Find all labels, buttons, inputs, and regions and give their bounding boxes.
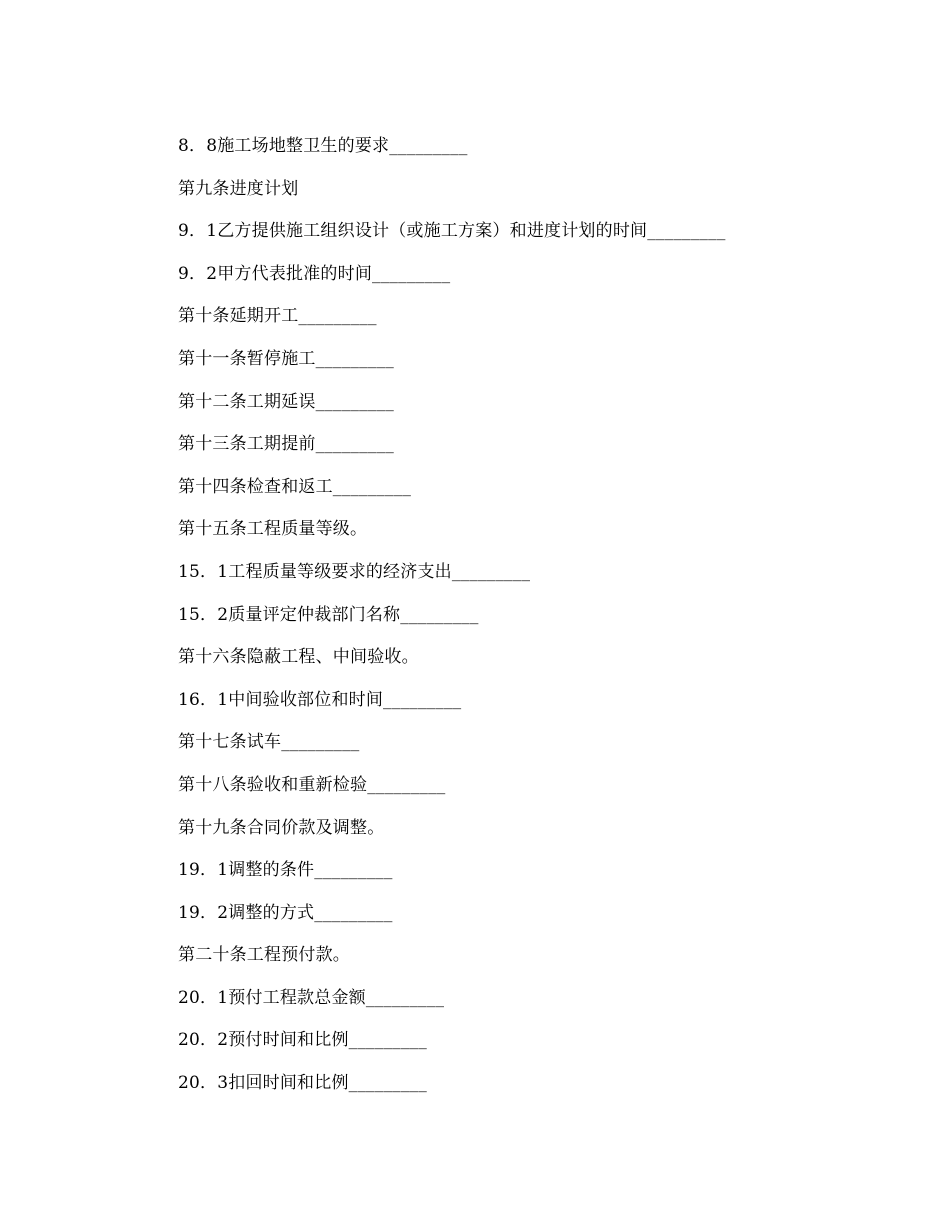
- section-heading: 第十八条验收和重新检验_________: [178, 774, 446, 795]
- section-heading: 第十四条检查和返工_________: [178, 476, 412, 497]
- section-heading: 第十五条工程质量等级。: [178, 519, 368, 540]
- section-heading: 第十九条合同价款及调整。: [178, 817, 385, 838]
- text-line: 19．2调整的方式_________: [178, 902, 393, 923]
- section-heading: 第十六条隐蔽工程、中间验收。: [178, 647, 419, 668]
- section-heading: 第十三条工期提前_________: [178, 434, 394, 455]
- section-heading: 第二十条工程预付款。: [178, 945, 350, 966]
- section-heading: 第十条延期开工_________: [178, 306, 377, 327]
- text-line: 8．8施工场地整卫生的要求_________: [178, 136, 468, 156]
- text-line: 15．2质量评定仲裁部门名称_________: [178, 604, 479, 625]
- section-heading: 第十七条试车_________: [178, 732, 360, 753]
- contract-text-body: [178, 131, 878, 1111]
- text-line: 9．2甲方代表批准的时间_________: [178, 263, 451, 284]
- text-line: 20．3扣回时间和比例_________: [178, 1073, 427, 1094]
- text-line: 19．1调整的条件_________: [178, 860, 393, 881]
- section-heading: 第十一条暂停施工_________: [178, 348, 394, 369]
- text-line: 20．2预付时间和比例_________: [178, 1030, 427, 1051]
- text-line: 9．1乙方提供施工组织设计（或施工方案）和进度计划的时间_________: [178, 221, 726, 242]
- section-heading: 第九条进度计划: [178, 178, 299, 199]
- text-line: 20．1预付工程款总金额_________: [178, 987, 445, 1008]
- text-line: 15．1工程质量等级要求的经济支出_________: [178, 561, 531, 582]
- text-line: 16．1中间验收部位和时间_________: [178, 689, 462, 710]
- section-heading: 第十二条工期延误_________: [178, 391, 394, 412]
